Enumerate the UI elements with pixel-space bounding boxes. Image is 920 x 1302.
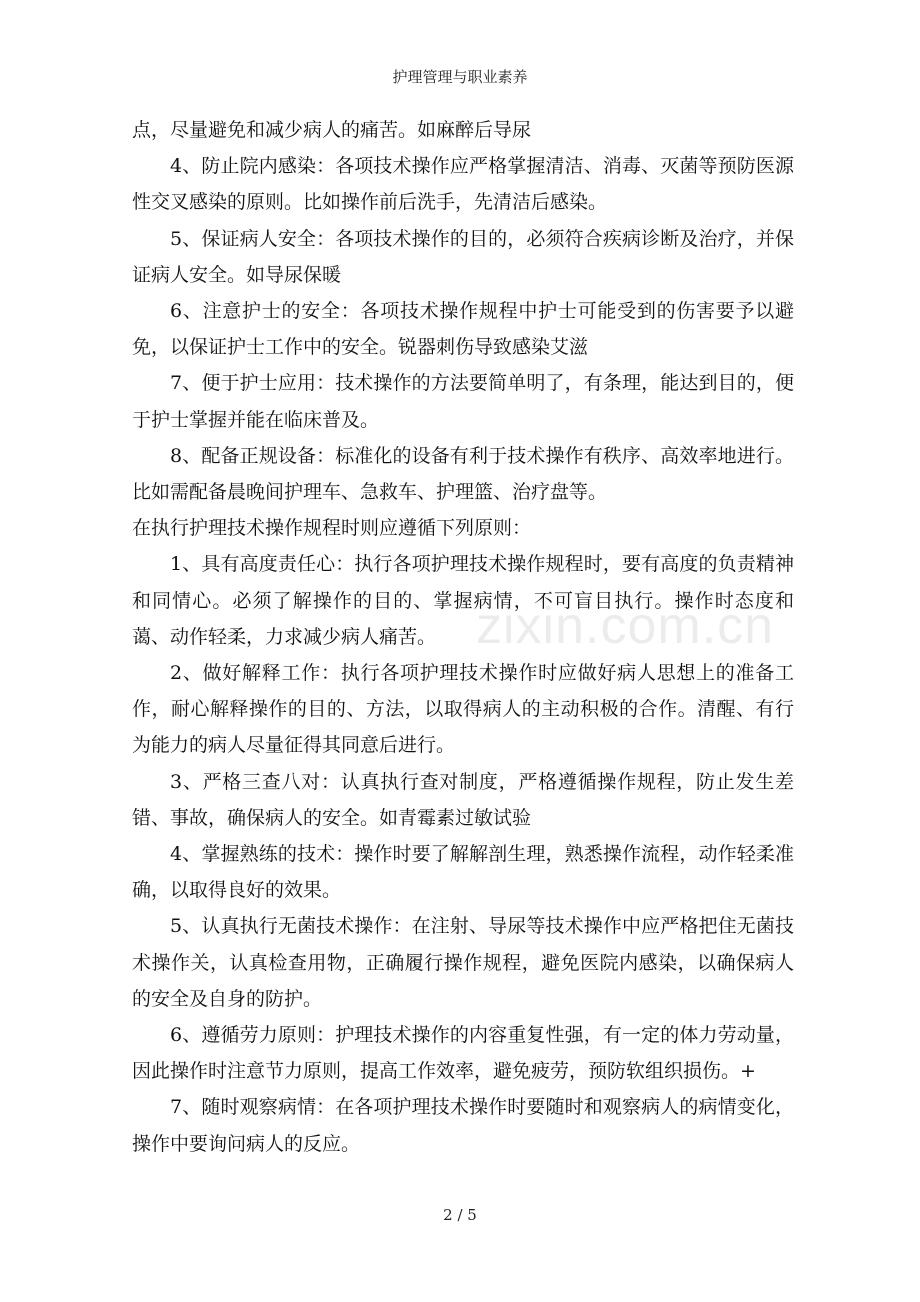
paragraph: 4、防止院内感染：各项技术操作应严格掌握清洁、消毒、灭菌等预防医源性交叉感染的原则。比如操作前后洗手，先清洁后感染。	[132, 155, 794, 214]
paragraph: 在执行护理技术操作规程时则应遵循下列原则：	[132, 517, 532, 540]
document-body	[132, 112, 794, 1162]
paragraph: 4、掌握熟练的技术：操作时要了解解剖生理，熟悉操作流程，动作轻柔准确，以取得良好的效果。	[132, 843, 794, 902]
paragraph: 7、随时观察病情：在各项护理技术操作时要随时和观察病人的病情变化，操作中要询问病人的反应。	[132, 1096, 794, 1155]
page-header: 护理管理与职业素养	[392, 68, 528, 86]
paragraph: 5、保证病人安全：各项技术操作的目的，必须符合疾病诊断及治疗，并保证病人安全。如导尿保暖	[132, 227, 794, 286]
paragraph: 点，尽量避免和减少病人的痛苦。如麻醉后导尿	[132, 119, 532, 141]
paragraph: 8、配备正规设备：标准化的设备有利于技术操作有秩序、高效率地进行。比如需配备晨晚间护理车、急救车、护理篮、治疗盘等。	[132, 444, 794, 504]
watermark: zixin.com.cn	[476, 597, 775, 655]
paragraph: 5、认真执行无菌技术操作：在注射、导尿等技术操作中应严格把住无菌技术操作关，认真检查用物，正确履行操作规程，避免医院内感染，以确保病人的安全及自身的防护。	[132, 915, 794, 1010]
paragraph: 1、具有高度责任心：执行各项护理技术操作规程时，要有高度的负责精神和同情心。必须了解操作的目的、掌握病情，不可盲目执行。操作时态度和蔼、动作轻柔，力求减少病人痛苦。	[132, 553, 794, 648]
paragraph: 6、遵循劳力原则：护理技术操作的内容重复性强，有一定的体力劳动量，因此操作时注意节力原则，提高工作效率，避免疲劳，预防软组织损伤。+	[132, 1024, 794, 1083]
paragraph: 7、便于护士应用：技术操作的方法要简单明了，有条理，能达到目的，便于护士掌握并能在临床普及。	[132, 372, 794, 431]
paragraph: 2、做好解释工作：执行各项护理技术操作时应做好病人思想上的准备工作，耐心解释操作的目的、方法，以取得病人的主动积极的合作。清醒、有行为能力的病人尽量征得其同意后进行。	[132, 662, 794, 757]
page-number: 2 / 5	[443, 1206, 477, 1224]
paragraph: 3、严格三查八对：认真执行查对制度，严格遵循操作规程，防止发生差错、事故，确保病人的安全。如青霉素过敏试验	[132, 770, 794, 829]
paragraph: 6、注意护士的安全：各项技术操作规程中护士可能受到的伤害要予以避免，以保证护士工作中的安全。锐器刺伤导致感染艾滋	[132, 300, 794, 359]
